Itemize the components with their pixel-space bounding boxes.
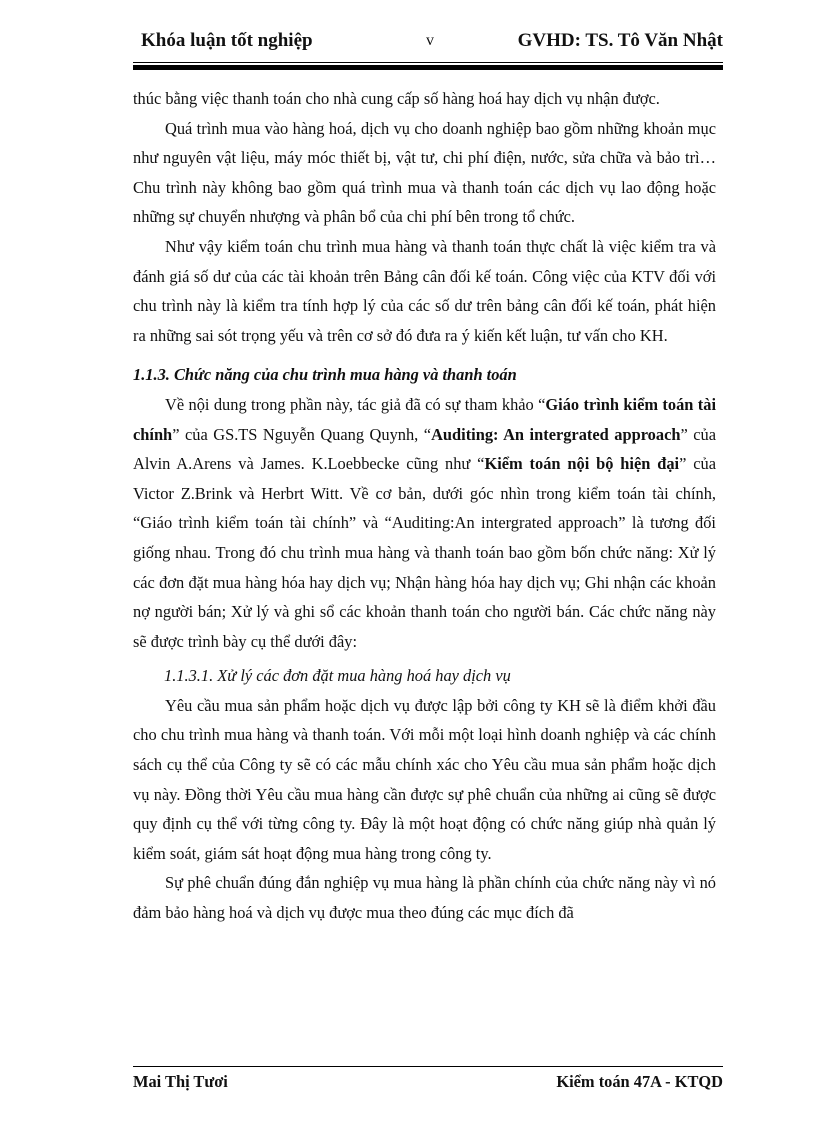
references-text-4: ” của Victor Z.Brink và Herbrt Witt. Về cơ bản, dưới góc nhìn trong kiểm toán tài chính, “Giáo trình kiểm toán tài chính” và “Auditing:An intergrated approach” là tương đối giống nhau. Trong đó chu trình mua hàng và thanh toán bao gồm bốn chức năng: Xử lý các đơn đặt mua hàng hóa hay dịch vụ; Nhận hàng hóa hay dịch vụ; Ghi nhận các khoản nợ người bán; Xử lý và ghi sổ các khoản thanh toán cho người bán. Các chức năng này sẽ được trình bày cụ thể dưới đây:	[133, 454, 716, 651]
footer-author: Mai Thị Tươi	[133, 1072, 228, 1091]
header-thesis-title: Khóa luận tốt nghiệp	[141, 30, 313, 51]
header-rule-thin	[133, 62, 723, 63]
paragraph-authorization: Sự phê chuẩn đúng đắn nghiệp vụ mua hàng là phần chính của chức năng này vì nó đảm bảo hàng hoá và dịch vụ được mua theo đúng các mục đích đã	[133, 873, 716, 923]
paragraph-audit-purpose: Như vậy kiểm toán chu trình mua hàng và thanh toán thực chất là việc kiểm tra và đánh giá số dư của các tài khoản trên Bảng cân đối kế toán. Công việc của KTV đối với chu trình này là kiểm tra tính hợp lý của các số dư trên bảng cân đối kế toán, phát hiện ra những sai sót trọng yếu và trên cơ sở đó đưa ra ý kiến kết luận, tư vấn cho KH.	[133, 236, 716, 345]
paragraph-continuation: thúc bằng việc thanh toán cho nhà cung cấp số hàng hoá hay dịch vụ nhận được.	[133, 89, 660, 108]
header-rule-thick	[133, 65, 723, 70]
paragraph-purchase-process: Quá trình mua vào hàng hoá, dịch vụ cho doanh nghiệp bao gồm những khoản mục như nguyên vật liệu, máy móc thiết bị, vật tư, chi phí điện, nước, sửa chữa và bảo trì… Chu trình này không bao gồm quá trình mua và thanh toán các dịch vụ lao động hoặc những sự chuyển nhượng và phân bổ của chi phí bên trong tổ chức.	[133, 118, 716, 227]
page-body	[133, 84, 716, 928]
references-text-1: Về nội dung trong phần này, tác giả đã có sự tham khảo “	[165, 394, 546, 414]
reference-title-3: Kiểm toán nội bộ hiện đại	[484, 454, 680, 474]
references-text-2: ” của GS.TS Nguyễn Quang Quynh, “	[172, 424, 432, 444]
page-header	[133, 26, 723, 58]
section-heading-1-1-3: 1.1.3. Chức năng của chu trình mua hàng và thanh toán	[133, 365, 517, 385]
reference-title-2: Auditing: An intergrated approach	[431, 424, 681, 444]
paragraph-references	[133, 390, 716, 656]
footer-class: Kiểm toán 47A - KTQD	[556, 1072, 723, 1091]
reference-title-1: Giáo trình kiểm toán tài chính	[133, 394, 716, 444]
subsection-heading-1-1-3-1: 1.1.3.1. Xử lý các đơn đặt mua hàng hoá hay dịch vụ	[164, 666, 511, 686]
header-supervisor: GVHD: TS. Tô Văn Nhật	[517, 30, 723, 51]
references-text-3: ” của Alvin A.Arens và James. K.Loebbecke cũng như “	[133, 424, 717, 474]
header-page-number: v	[426, 32, 434, 49]
footer-rule	[133, 1066, 723, 1067]
paragraph-purchase-request: Yêu cầu mua sản phẩm hoặc dịch vụ được lập bởi công ty KH sẽ là điểm khởi đầu cho chu trình mua hàng và thanh toán. Với mỗi một loại hình doanh nghiệp và các chính sách cụ thể của Công ty sẽ có các mẫu chính xác cho Yêu cầu mua sản phẩm hoặc dịch vụ này. Đồng thời Yêu cầu mua hàng cần được sự phê chuẩn của những ai cũng sẽ được quy định cụ thể với từng công ty. Đây là một hoạt động có chức năng giúp nhà quản lý kiểm soát, giám sát hoạt động mua hàng trong công ty.	[133, 695, 716, 863]
